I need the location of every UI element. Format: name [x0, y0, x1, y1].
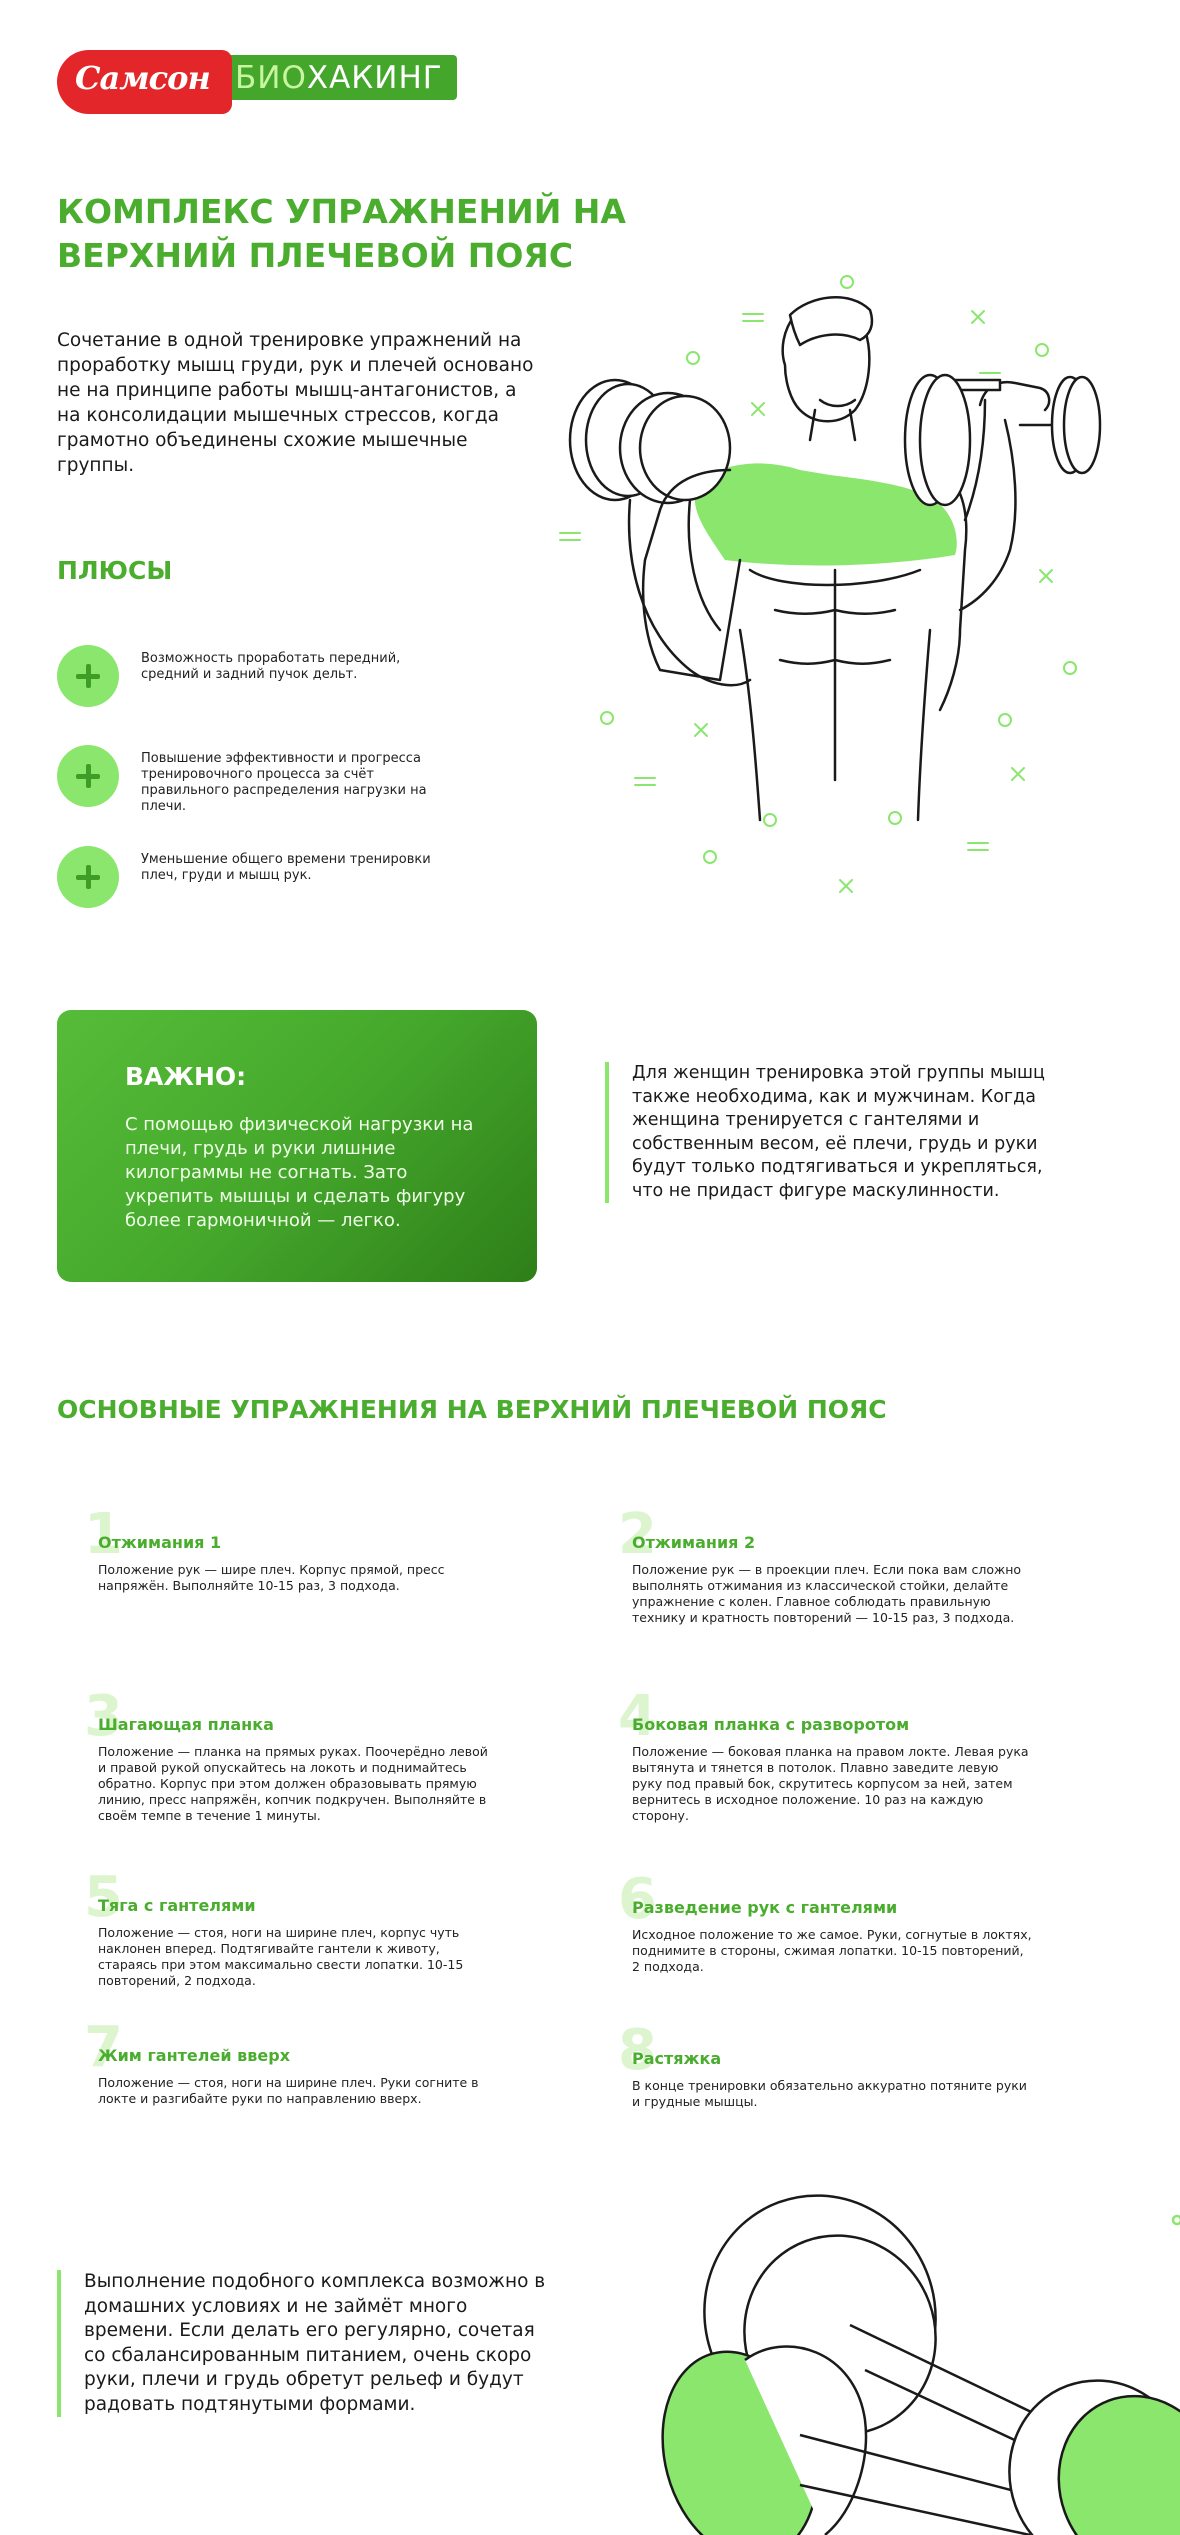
exercise-desc: Положение рук — шире плеч. Корпус прямой, пресс напряжён. Выполняйте 10-15 раз, 3 подхода.: [98, 1562, 445, 1593]
exercise-number: 5: [84, 1865, 123, 1930]
exercise-item: [618, 1684, 1032, 1824]
exercise-item: [618, 2018, 1032, 2110]
exercise-title: Отжимания 1: [98, 1533, 222, 1552]
exercise-desc: Положение — стоя, ноги на ширине плеч, корпус чуть наклонен вперед. Подтягивайте гантели к животу, стараясь при этом максимально свести лопатки. 10-15 повторений, 2 подхода.: [98, 1925, 464, 1988]
plus-icon: [57, 745, 119, 807]
exercise-item: [84, 1502, 498, 1594]
exercise-item: [84, 2015, 498, 2107]
exercise-number: 4: [618, 1684, 657, 1749]
women-note: Для женщин тренировка этой группы мышц также необходима, как и мужчинам. Когда женщина тренируется с гантелями и собственным весом, её плечи, грудь и руки будут только подтягиваться и укрепляться, что не придаст фигуре маскулинности.: [605, 1062, 1072, 1203]
exercise-title: Боковая планка с разворотом: [632, 1715, 910, 1734]
important-body: С помощью физической нагрузки на плечи, грудь и руки лишние килограммы не согнать. Зато укрепить мышцы и сделать фигуру более гармоничной — легко.: [125, 1114, 474, 1231]
intro-text: Сочетание в одной тренировке упражнений на проработку мышц груди, рук и плечей основано не на принципе работы мышц-антагонистов, а на консолидации мышечных стрессов, когда грамотно объединены схожие мышечные группы.: [57, 330, 534, 476]
plus-icon: [57, 645, 119, 707]
pros-item: [57, 745, 497, 814]
dumbbells-illustration: [650, 2185, 1180, 2535]
exercise-item: [84, 1865, 498, 1989]
pros-item-text: Уменьшение общего времени тренировки плеч, груди и мышц рук.: [141, 852, 431, 883]
exercise-title: Шагающая планка: [98, 1715, 274, 1734]
exercise-title: Разведение рук с гантелями: [632, 1898, 898, 1917]
exercises-title: ОСНОВНЫЕ УПРАЖНЕНИЯ НА ВЕРХНИЙ ПЛЕЧЕВОЙ ПОЯС: [57, 1395, 887, 1424]
exercise-desc: Положение — боковая планка на правом локте. Левая рука вытянута и тянется в потолок. Плавно заведите левую руку под правый бок, скрутитесь корпусом за ней, затем вернитесь в исходное положение. 10 раз на каждую сторону.: [632, 1744, 1029, 1823]
exercise-title: Тяга с гантелями: [98, 1896, 256, 1915]
pros-item-text: Возможность проработать передний, средний и задний пучок дельт.: [141, 651, 401, 682]
logo-brand-text: Самсон: [75, 59, 210, 97]
exercise-title: Жим гантелей вверх: [98, 2046, 291, 2065]
brand-logo: [57, 50, 457, 114]
pros-title: ПЛЮСЫ: [57, 556, 173, 585]
athlete-illustration: [550, 270, 1110, 910]
exercise-item: [618, 1867, 1032, 1975]
logo-tag-rest: ХАКИНГ: [306, 60, 443, 96]
pros-item: [57, 846, 497, 910]
exercise-item: [84, 1684, 498, 1824]
page-title: КОМПЛЕКС УПРАЖНЕНИЙ НА ВЕРХНИЙ ПЛЕЧЕВОЙ ПОЯС: [57, 192, 626, 275]
exercise-number: 2: [618, 1502, 657, 1567]
logo-tag-prefix: БИО: [235, 60, 307, 96]
exercise-number: 8: [618, 2018, 657, 2083]
exercise-number: 7: [84, 2015, 123, 2080]
pros-item-text: Повышение эффективности и прогресса тренировочного процесса за счёт правильного распределения нагрузки на плечи.: [141, 751, 427, 814]
exercise-desc: В конце тренировки обязательно аккуратно потяните руки и грудные мышцы.: [632, 2078, 1027, 2109]
pros-item: [57, 645, 497, 709]
logo-brand: [57, 50, 232, 114]
logo-tag: [207, 55, 457, 100]
exercise-title: Отжимания 2: [632, 1533, 756, 1552]
exercise-item: [618, 1502, 1032, 1626]
final-note: Выполнение подобного комплекса возможно в домашних условиях и не займёт много времени. Если делать его регулярно, сочетая со сбалансированным питанием, очень скоро руки, плечи и грудь обретут рельеф и будут радовать подтянутыми формами.: [57, 2270, 554, 2417]
exercise-number: 3: [84, 1684, 123, 1749]
exercise-title: Растяжка: [632, 2049, 722, 2068]
exercise-number: 1: [84, 1502, 123, 1567]
exercise-number: 6: [618, 1867, 657, 1932]
exercise-desc: Положение — стоя, ноги на ширине плеч. Руки согните в локте и разгибайте руки по направлению вверх.: [98, 2075, 479, 2106]
exercise-desc: Положение рук — в проекции плеч. Если пока вам сложно выполнять отжимания из классической стойки, делайте упражнение с колен. Главное соблюдать правильную технику и кратность повторений — 10-15 раз, 3 подхода.: [632, 1562, 1022, 1625]
exercise-desc: Исходное положение то же самое. Руки, согнутые в локтях, поднимите в стороны, сжимая лопатки. 10-15 повторений, 2 подхода.: [632, 1927, 1032, 1974]
important-card: [57, 1010, 537, 1282]
important-title: ВАЖНО:: [125, 1062, 247, 1091]
exercise-desc: Положение — планка на прямых руках. Поочерёдно левой и правой рукой опускайтесь на локоть и поднимайтесь обратно. Корпус при этом должен образовывать прямую линию, пресс напряжён, копчик подкручен. Выполняйте в своём темпе в течение 1 минуты.: [98, 1744, 488, 1823]
plus-icon: [57, 846, 119, 908]
